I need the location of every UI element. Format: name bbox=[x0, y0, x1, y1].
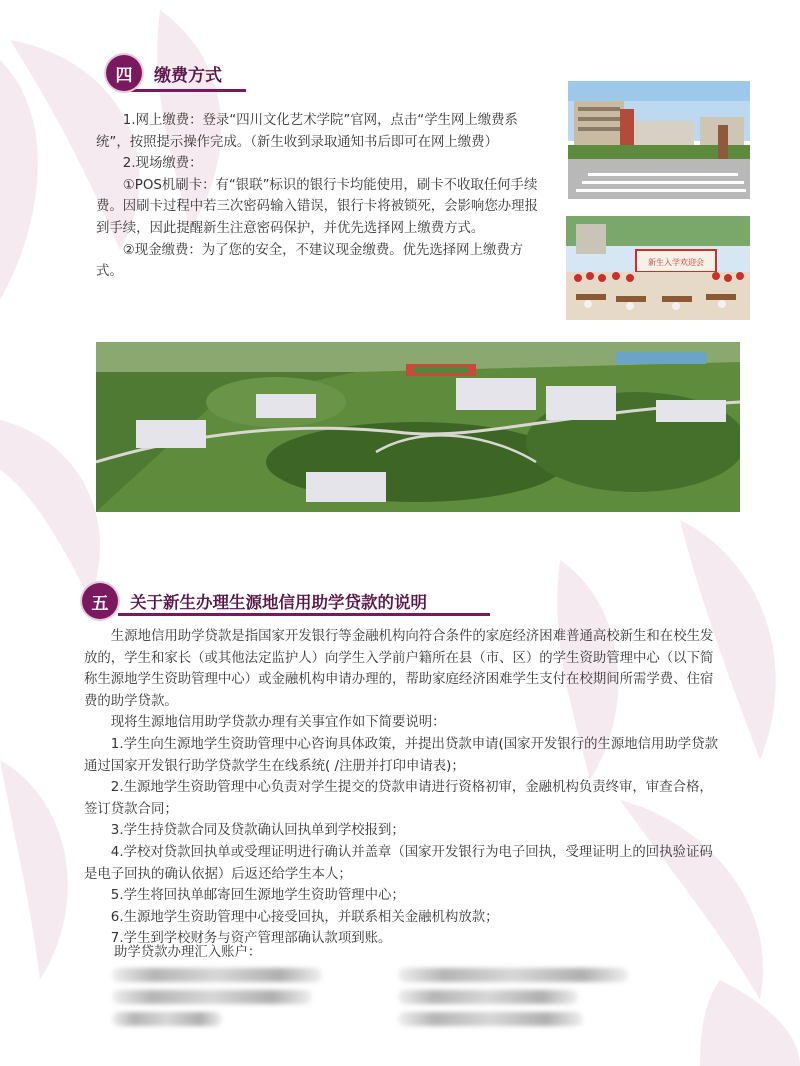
redacted-account-left-1 bbox=[112, 968, 322, 982]
redacted-account-right-2 bbox=[398, 990, 578, 1004]
payment-onsite: 2.现场缴费： bbox=[122, 156, 203, 172]
loan-step-7: 7.学生到学校财务与资产管理部确认款项到账。 bbox=[110, 931, 392, 947]
payment-cash: ②现金缴费：为了您的安全，不建议现金缴费。优先选择网上缴费方式。 bbox=[96, 242, 524, 280]
loan-step-4: 4.学校对贷款回执单或受理证明进行确认并盖章（国家开发银行为电子回执，受理证明上的回执验证码是电子回执的确认依据）后返还给学生本人； bbox=[84, 844, 713, 882]
payment-pos: ①POS机刷卡：有“银联”标识的银行卡均能使用，刷卡不收取任何手续费。因刷卡过程中若三次密码输入错误，银行卡将被锁死，会影响您办理报到手续，因此提醒新生注意密码保护，并优先选择网上缴费方式。 bbox=[96, 177, 538, 236]
section4-heading bbox=[106, 55, 222, 91]
loan-lead: 现将生源地信用助学贷款办理有关事宜作如下简要说明： bbox=[110, 715, 446, 731]
redacted-account-right-1 bbox=[398, 968, 628, 982]
section4-title: 缴费方式 bbox=[154, 65, 222, 86]
event-banner-text: 新生入学欢迎会 bbox=[648, 258, 704, 267]
account-label: 助学贷款办理汇入账户： bbox=[114, 945, 262, 960]
loan-step-5: 5.学生将回执单邮寄回生源地学生资助管理中心； bbox=[110, 888, 405, 904]
section5-heading bbox=[82, 583, 427, 619]
loan-step-1: 1.学生向生源地学生资助管理中心咨询具体政策，并提出贷款申请(国家开发银行的生源地信用助学贷款通过国家开发银行助学贷款学生在线系统( /注册并打印申请表)； bbox=[84, 736, 718, 774]
section4-number-badge: 四 bbox=[106, 55, 142, 91]
section5-number-badge: 五 bbox=[82, 583, 118, 619]
campus-gate-photo bbox=[568, 81, 750, 199]
redacted-account-left-2 bbox=[112, 990, 312, 1004]
redacted-account-left-3 bbox=[112, 1012, 222, 1026]
section5-title: 关于新生办理生源地信用助学贷款的说明 bbox=[130, 593, 427, 612]
section5-body bbox=[84, 626, 720, 950]
payment-online: 1.网上缴费：登录“四川文化艺术学院”官网，点击“学生网上缴费系统”，按照提示操作完成。（新生收到录取通知书后即可在网上缴费） bbox=[96, 113, 518, 150]
loan-step-2: 2.生源地学生资助管理中心负责对学生提交的贷款申请进行资格初审，金融机构负责终审，审查合格，签订贷款合同； bbox=[84, 780, 713, 817]
section4-body bbox=[96, 110, 542, 283]
loan-intro: 生源地信用助学贷款是指国家开发银行等金融机构向符合条件的家庭经济困难普通高校新生和在校生发放的，学生和家长（或其他法定监护人）向学生入学前户籍所在县（市、区）的学生资助管理中心（以下简称生源地学生资助管理中心）或金融机构申请办理的，帮助家庭经济困难学生支付在校期间所需学费、住宿费的助学贷款。 bbox=[84, 629, 714, 709]
redacted-account-right-3 bbox=[398, 1012, 583, 1026]
loan-step-6: 6.生源地学生资助管理中心接受回执，并联系相关金融机构放款； bbox=[110, 909, 499, 925]
campus-aerial-photo bbox=[96, 342, 740, 512]
loan-step-3: 3.学生持贷款合同及贷款确认回执单到学校报到； bbox=[110, 823, 405, 839]
event-photo bbox=[566, 216, 750, 320]
